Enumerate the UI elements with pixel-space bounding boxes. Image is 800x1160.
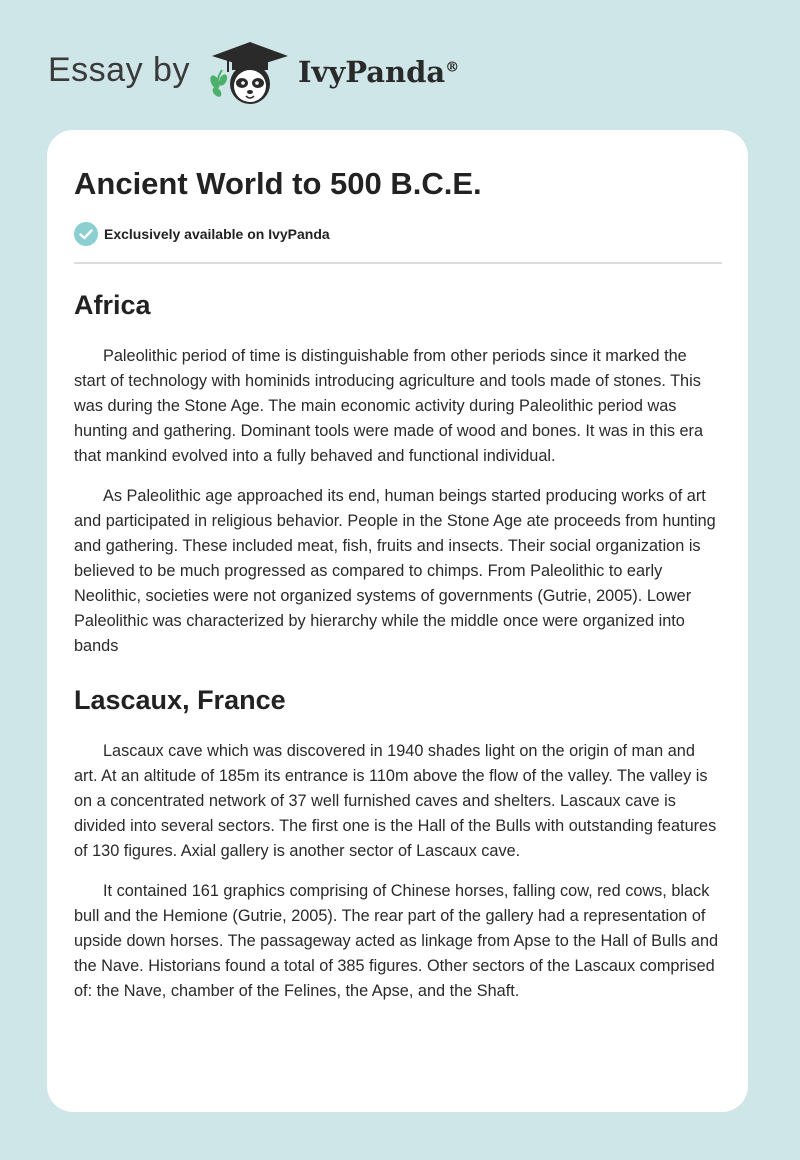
exclusive-badge-text: Exclusively available on IvyPanda (104, 226, 330, 242)
registered-mark: ® (445, 59, 460, 76)
section-heading-lascaux: Lascaux, France (74, 685, 286, 715)
paragraph: As Paleolithic age approached its end, human beings started producing works of art and participated in religious behavior. People in the Stone Age ate proceeds from hunting and gathering. These included meat, fish, fruits and insects. Their social organization is believed to be much progressed as compared to chimps. From Paleolithic to early Neolithic, societies were not organized systems of governments (Gutrie, 2005). Lower Paleolithic was characterized by hierarchy while the middle once were organized into bands (74, 487, 716, 655)
paragraph: Lascaux cave which was discovered in 1940 shades light on the origin of man and art. At an altitude of 185m its entrance is 110m above the flow of the valley. The valley is on a concentrated network of 37 well furnished caves and shelters. Lascaux cave is divided into several sectors. The first one is the Hall of the Bulls with outstanding features of 130 figures. Axial gallery is another sector of Lascaux cave. (74, 742, 717, 860)
section-heading-africa: Africa (74, 290, 151, 320)
brand-name (298, 55, 459, 89)
paragraph: Paleolithic period of time is distinguishable from other periods since it marked the start of technology with hominids introducing agriculture and tools made of stones. This was during the Stone Age. The main economic activity during Paleolithic period was hunting and gathering. Dominant tools were made of wood and bones. It was in this era that mankind evolved into a fully behaved and functional individual. (74, 347, 704, 465)
title-divider (74, 262, 722, 264)
panda-graduate-icon (206, 36, 294, 108)
brand-name-text: IvyPanda (297, 55, 446, 89)
brand-prefix: Essay by (48, 50, 190, 89)
brand-header[interactable] (48, 36, 459, 108)
exclusive-badge (74, 221, 722, 247)
check-circle-icon (74, 222, 98, 246)
essay-title: Ancient World to 500 B.C.E. (74, 166, 482, 201)
essay-card (47, 130, 748, 1112)
paragraph: It contained 161 graphics comprising of Chinese horses, falling cow, red cows, black bull and the Hemione (Gutrie, 2005). The rear part of the gallery had a representation of upside down horses. The passageway acted as linkage from Apse to the Hall of Bulls and the Nave. Historians found a total of 385 figures. Other sectors of the Lascaux comprised of: the Nave, chamber of the Felines, the Apse, and the Shaft. (74, 882, 719, 1000)
